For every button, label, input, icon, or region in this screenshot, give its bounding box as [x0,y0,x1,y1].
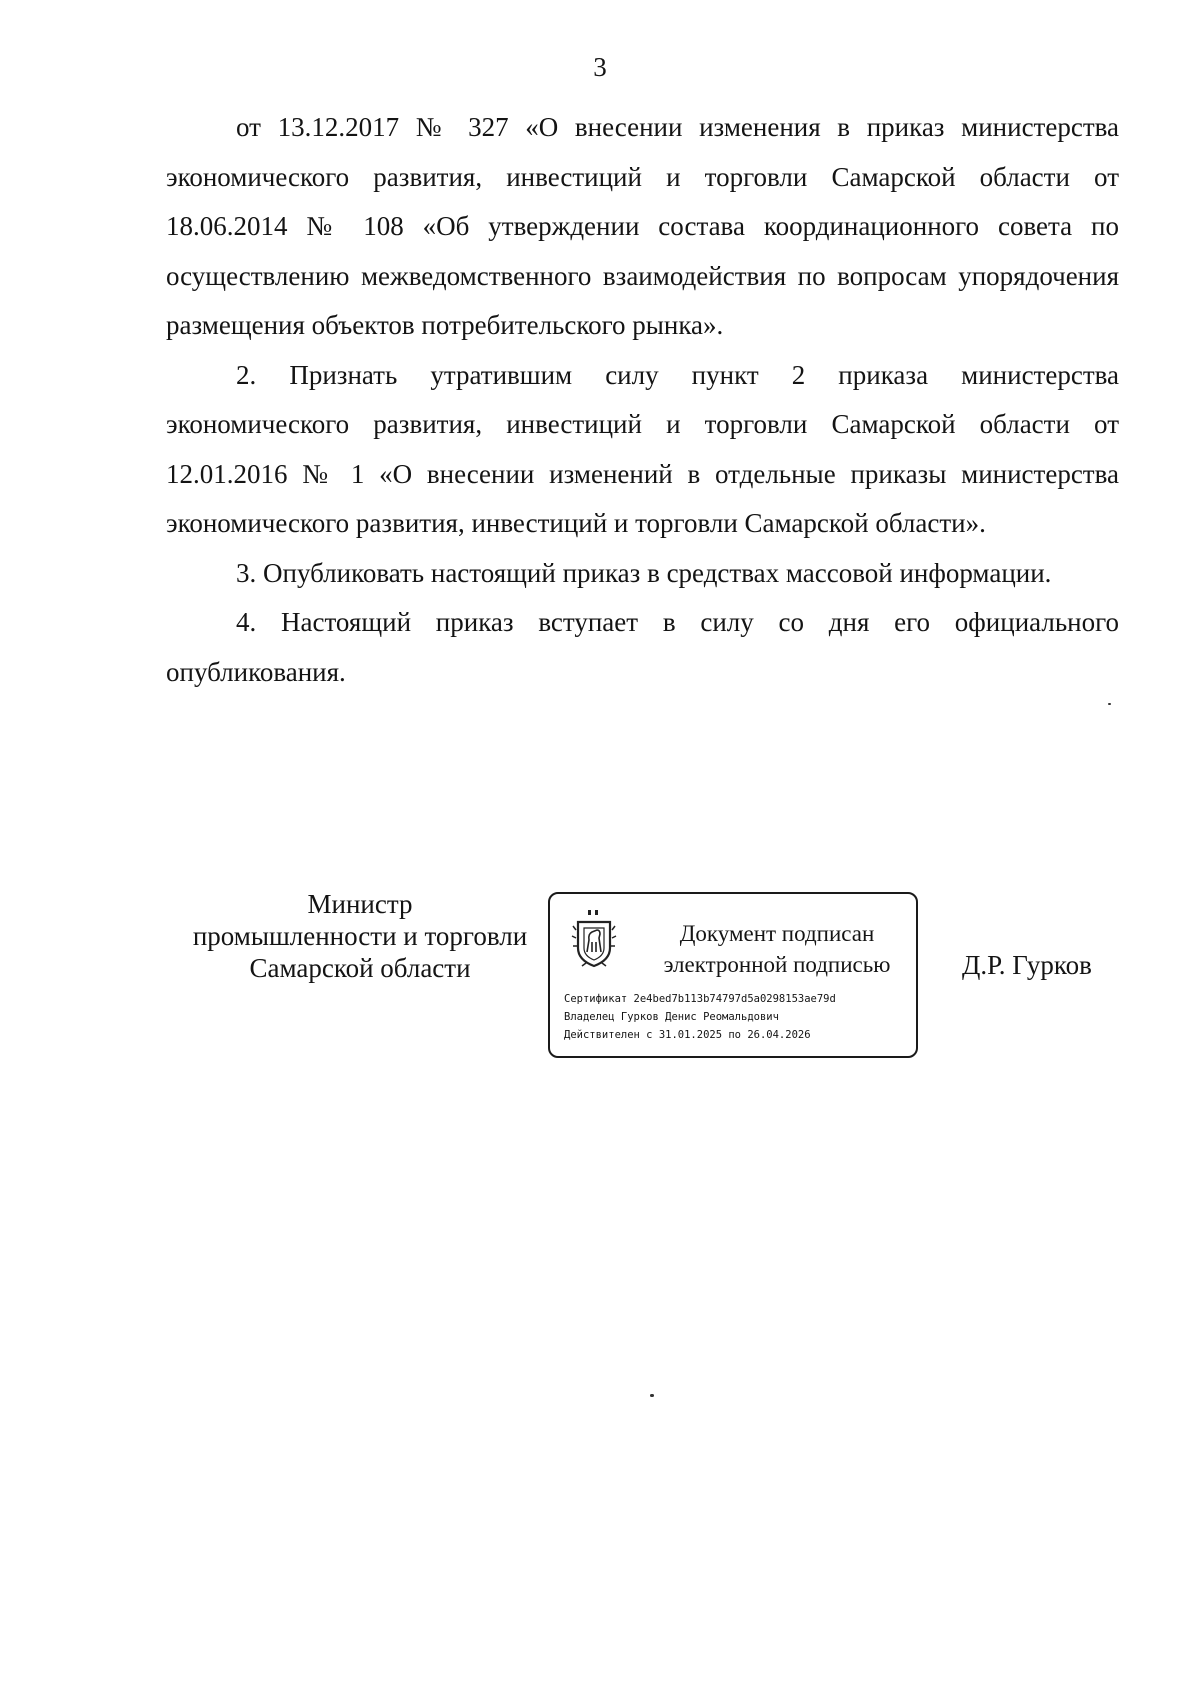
signer-position-line: Самарской области [249,953,471,983]
signer-position-line: промышленности и торговли [192,921,528,951]
paragraph-1-continuation: от 13.12.2017 № 327 «О внесении изменения в приказ министерства экономического развития, инвестиций и торговли Самарской области от 18.06.2014 № 108 «Об утверждении состава координационного совета по осуществлению межведомственного взаимодействия по вопросам упорядочения размещения объектов потребительского рынка». [166,112,1119,340]
signer-position-line: Министр [307,889,413,919]
stamp-heading-line: электронной подписью [663,952,891,977]
stamp-owner: Владелец Гурков Денис Реомальдович [564,1011,779,1023]
paragraph-3: 3. Опубликовать настоящий приказ в средствах массовой информации. [236,557,1052,588]
order-body-text [166,103,1119,697]
electronic-signature-stamp [548,892,918,1058]
signer-name: Д.Р. Гурков [962,950,1092,980]
stamp-certificate: Сертификат 2e4bed7b113b74797d5a0298153ae79d [564,993,836,1005]
paragraph-2: 2. Признать утратившим силу пункт 2 приказа министерства экономического развития, инвестиций и торговли Самарской области от 12.01.2016 № 1 «О внесении изменений в отдельные приказы министерства экономического развития, инвестиций и торговли Самарской области». [166,359,1119,538]
stamp-heading [642,918,912,980]
signature-block [0,888,1200,1068]
stamp-details [564,990,836,1044]
paragraph-4: 4. Настоящий приказ вступает в силу со дня его официального опубликования. [166,607,1119,687]
signer-position [170,888,550,984]
stamp-validity: Действителен с 31.01.2025 по 26.04.2026 [564,1029,811,1041]
stamp-heading-line: Документ подписан [679,921,875,946]
coat-of-arms-icon [570,908,618,972]
scan-speck [650,1394,654,1397]
page-number: 3 [593,52,607,82]
scan-speck [1108,703,1111,705]
